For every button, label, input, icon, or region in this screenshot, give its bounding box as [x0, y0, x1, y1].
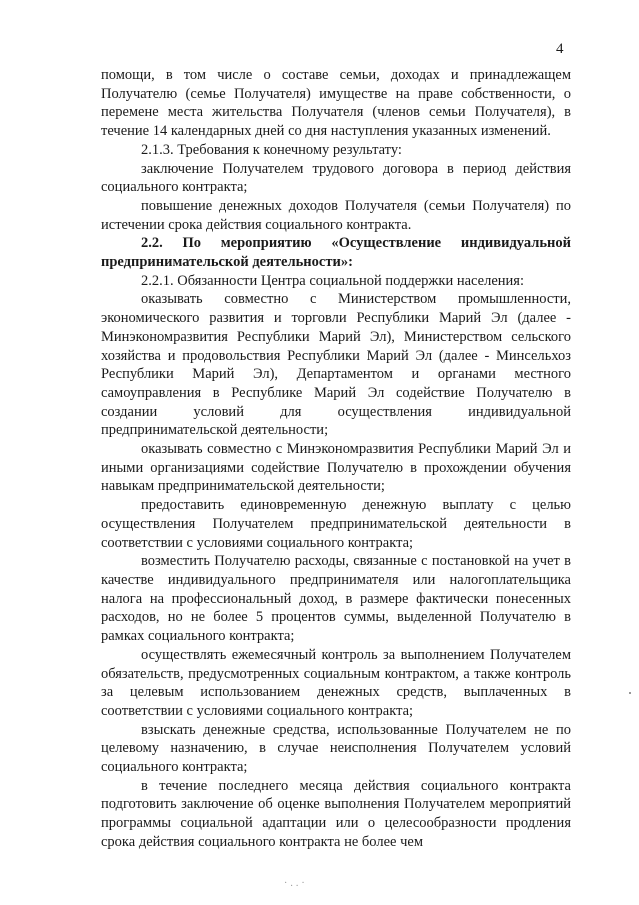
paragraph-2-2-1-heading: 2.2.1. Обязанности Центра социальной поддержки населения: — [141, 272, 524, 289]
page-number: 4 — [556, 41, 564, 57]
section-2-2-heading: 2.2. По мероприятию «Осуществление индивидуальной предпринимательской деятельности»: — [101, 235, 571, 271]
document-body — [101, 66, 571, 852]
scan-artifact-mark — [629, 692, 631, 694]
paragraph-duty-prepare-conclusion: в течение последнего месяца действия социального контракта подготовить заключение об оценке выполнения Получателем мероприятий программы социальной адаптации или о целесообразности продления срока действия социального контракта не более чем — [101, 777, 571, 850]
paragraph-2-1-3-heading: 2.1.3. Требования к конечному результату: — [141, 141, 402, 158]
paragraph-duty-recover-funds: взыскать денежные средства, использованные Получателем не по целевому назначению, в случае неисполнения Получателем условий социального контракта; — [101, 721, 571, 776]
paragraph-requirement-income: повышение денежных доходов Получателя (семьи Получателя) по истечении срока действия социального контракта. — [101, 197, 571, 233]
paragraph-requirement-employment: заключение Получателем трудового договора в период действия социального контракта; — [101, 160, 571, 196]
paragraph-duty-lump-sum: предоставить единовременную денежную выплату с целью осуществления Получателем предпринимательской деятельности в соответствии с условиями социального контракта; — [101, 497, 571, 551]
paragraph-1-continuation: помощи, в том числе о составе семьи, доходах и принадлежащем Получателю (семье Получателя) имуществе на праве собственности, о перемене места жительства Получателя (членов семьи Получателя), в течение 14 календарных дней со дня наступления указанных изменений. — [101, 67, 571, 140]
paragraph-duty-monitor: осуществлять ежемесячный контроль за выполнением Получателем обязательств, предусмотренных социальным контрактом, а также контроль за целевым использованием денежных средств, выплаченных в соответствии с условиями социального контракта; — [101, 646, 571, 719]
paragraph-duty-assist-training: оказывать совместно с Минэкономразвития Республики Марий Эл и иными организациями содействие Получателю в прохождении обучения навыкам предпринимательской деятельности; — [101, 441, 571, 495]
paragraph-duty-reimburse: возместить Получателю расходы, связанные с постановкой на учет в качестве индивидуального предпринимателя или налогоплательщика налога на профессиональный доход, в размере фактически понесенных расходов, но не более 5 процентов суммы, выделенной Получателю в рамках социального контракта; — [101, 553, 571, 645]
scan-artifact-dots: ·..· — [284, 878, 308, 889]
paragraph-duty-assist-conditions: оказывать совместно с Министерством промышленности, экономического развития и торговли Республики Марий Эл (далее - Минэкономразвития Республики Марий Эл), Министерством сельского хозяйства и продовольствия Республики Марий Эл (далее - Минсельхоз Республики Марий Эл), Департаментом и органами местного самоуправления в Республике Марий Эл содействие Получателю в создании условий для осуществления индивидуальной предпринимательской деятельности; — [101, 291, 571, 439]
